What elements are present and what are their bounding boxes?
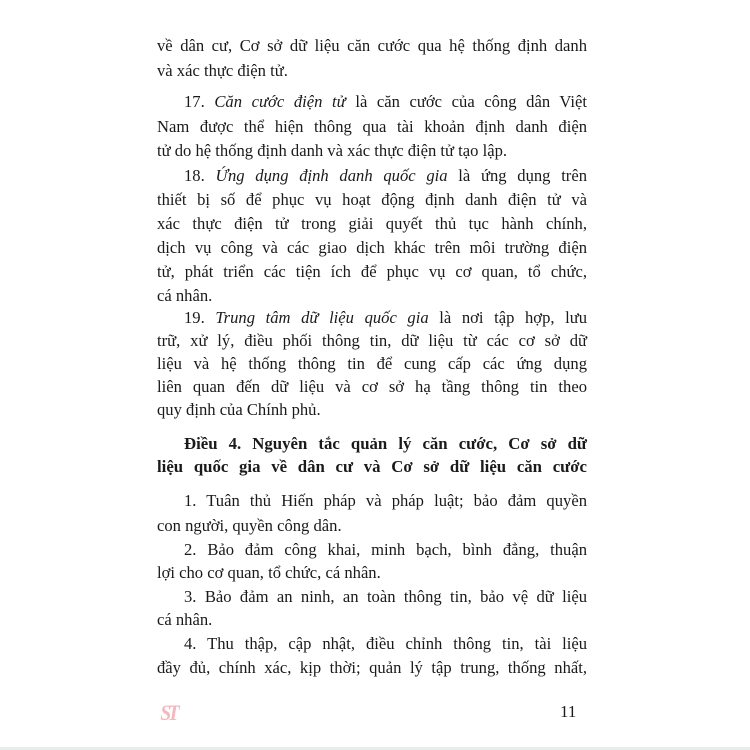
text-segment: con người, quyền công dân. (157, 516, 342, 535)
text-line (157, 165, 587, 187)
article-heading-line (157, 456, 587, 478)
text-segment: Điều 4. Nguyên tắc quản lý căn cước, Cơ sở dữ (184, 434, 587, 453)
text-line (157, 609, 587, 631)
text-segment: 19. (184, 308, 216, 327)
text-line (157, 330, 587, 352)
text-line (157, 353, 587, 375)
text-line (157, 285, 587, 307)
text-segment: là ứng dụng trên (447, 166, 587, 185)
text-segment: đầy đủ, chính xác, kịp thời; quản lý tập trung, thống nhất, (157, 658, 587, 677)
text-line (157, 515, 587, 537)
text-segment: dịch vụ công và các giao dịch khác trên môi trường điện (157, 238, 587, 257)
text-segment: 2. Bảo đảm công khai, minh bạch, bình đẳng, thuận (184, 540, 587, 559)
text-line (157, 237, 587, 259)
text-segment: trữ, xử lý, điều phối thông tin, dữ liệu từ các cơ sở dữ (157, 331, 587, 350)
text-segment: cá nhân. (157, 610, 213, 629)
text-line (157, 213, 587, 235)
text-segment: thiết bị số để phục vụ hoạt động định danh điện tử và (157, 190, 587, 209)
text-segment: Nam được thể hiện thông qua tài khoản định danh điện (157, 117, 587, 136)
defined-term: Ứng dụng định danh quốc gia (215, 166, 448, 185)
text-line (157, 586, 587, 608)
text-segment: 3. Bảo đảm an ninh, an toàn thông tin, bảo vệ dữ liệu (184, 587, 587, 606)
text-line (157, 307, 587, 329)
article-heading-line (157, 433, 587, 455)
page-number: 11 (560, 702, 577, 721)
text-segment: liên quan đến dữ liệu và cơ sở hạ tầng thông tin theo (157, 377, 587, 396)
text-segment: và xác thực điện tử. (157, 61, 288, 80)
text-segment: cá nhân. (157, 286, 213, 305)
text-line (157, 35, 587, 57)
text-segment: về dân cư, Cơ sở dữ liệu căn cước qua hệ thống định danh (157, 36, 587, 55)
text-line (157, 657, 587, 679)
publisher-logo: ST (160, 700, 177, 725)
text-segment: 4. Thu thập, cập nhật, điều chỉnh thông tin, tài liệu (184, 634, 587, 653)
text-line (157, 399, 587, 421)
text-line (157, 633, 587, 655)
text-line (157, 490, 587, 512)
text-line (157, 261, 587, 283)
text-segment: tử, phát triển các tiện ích để phục vụ cơ quan, tổ chức, (157, 262, 587, 281)
text-line (157, 376, 587, 398)
text-segment: 18. (184, 166, 216, 185)
text-segment: tử do hệ thống định danh và xác thực điện tử tạo lập. (157, 141, 508, 160)
text-segment: liệu quốc gia về dân cư và Cơ sở dữ liệu căn cước (157, 457, 587, 476)
text-line (157, 539, 587, 561)
text-segment: quy định của Chính phủ. (157, 400, 321, 419)
text-segment: 17. (184, 92, 215, 111)
text-line (157, 140, 587, 162)
text-segment: liệu và hệ thống thông tin để cung cấp các ứng dụng (157, 354, 587, 373)
text-segment: là căn cước của công dân Việt (345, 92, 587, 111)
text-segment: xác thực điện tử trong giải quyết thủ tục hành chính, (157, 214, 587, 233)
defined-term: Trung tâm dữ liệu quốc gia (215, 308, 429, 327)
text-segment: là nơi tập hợp, lưu (428, 308, 588, 327)
text-line (157, 189, 587, 211)
text-segment: 1. Tuân thủ Hiến pháp và pháp luật; bảo đảm quyền (184, 491, 587, 510)
text-line (157, 116, 587, 138)
text-segment: lợi cho cơ quan, tổ chức, cá nhân. (157, 563, 381, 582)
defined-term: Căn cước điện tử (214, 92, 346, 111)
text-line (157, 60, 587, 82)
text-line (157, 562, 587, 584)
text-line (157, 91, 587, 113)
